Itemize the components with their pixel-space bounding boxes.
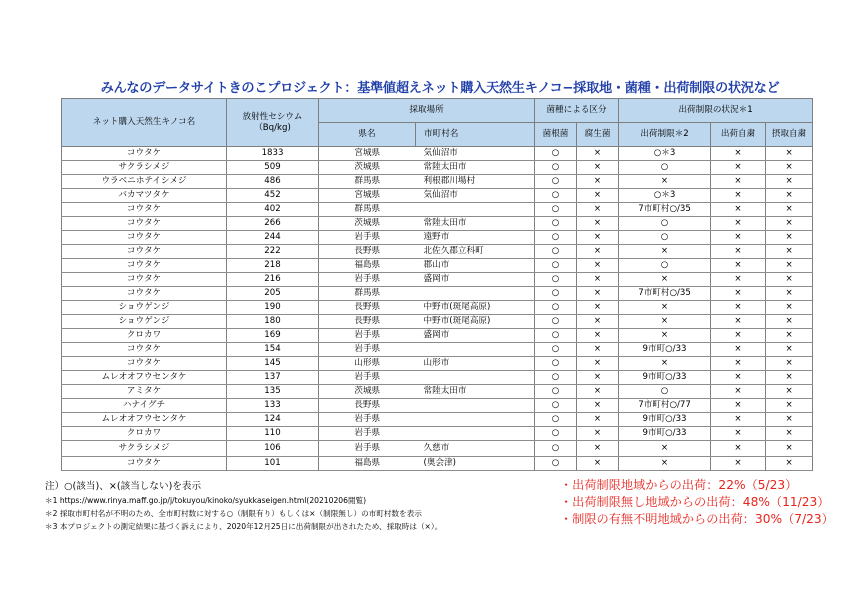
table-row	[62, 245, 813, 259]
table-row	[62, 175, 813, 189]
cell-cesium: 180	[227, 315, 319, 329]
cell-shipping-restriction: ×	[619, 315, 711, 329]
cell-name: コウタケ	[62, 287, 227, 301]
cell-shipping-self-restraint: ×	[711, 399, 766, 413]
cell-shipping-restriction: ×	[619, 441, 711, 457]
cell-shipping-restriction: ○	[619, 217, 711, 231]
cell-saprophytic: ×	[577, 413, 619, 427]
cell-city	[416, 399, 535, 413]
cell-saprophytic: ×	[577, 329, 619, 343]
cell-mycorrhizal: ○	[535, 315, 577, 329]
cell-intake-self-restraint: ×	[766, 175, 813, 189]
cell-mycorrhizal: ○	[535, 189, 577, 203]
cell-city: 盛岡市	[416, 273, 535, 287]
table-row	[62, 203, 813, 217]
note-legend: 注）○(該当)、×(該当しない)を表示	[45, 481, 202, 492]
cell-mycorrhizal: ○	[535, 147, 577, 161]
cell-name: コウタケ	[62, 273, 227, 287]
table-row	[62, 231, 813, 245]
cell-intake-self-restraint: ×	[766, 259, 813, 273]
cell-saprophytic: ×	[577, 371, 619, 385]
header-location: 採取場所	[319, 99, 535, 123]
cell-cesium: 135	[227, 385, 319, 399]
cell-shipping-self-restraint: ×	[711, 147, 766, 161]
cell-prefecture: 岩手県	[319, 343, 416, 357]
table-row	[62, 385, 813, 399]
summary	[560, 477, 834, 528]
cell-shipping-restriction: ○	[619, 161, 711, 175]
header-cesium-line2: （Bq/kg)	[254, 122, 291, 133]
cell-shipping-self-restraint: ×	[711, 203, 766, 217]
cell-shipping-restriction: ×	[619, 301, 711, 315]
cell-name: コウタケ	[62, 217, 227, 231]
header-shipping-self-restraint: 出荷自粛	[711, 123, 766, 147]
cell-mycorrhizal: ○	[535, 427, 577, 441]
cell-name: コウタケ	[62, 357, 227, 371]
table-row	[62, 217, 813, 231]
cell-prefecture: 岩手県	[319, 441, 416, 457]
table-row	[62, 371, 813, 385]
cell-shipping-self-restraint: ×	[711, 315, 766, 329]
cell-cesium: 106	[227, 441, 319, 457]
cell-name: コウタケ	[62, 147, 227, 161]
cell-name: クロカワ	[62, 427, 227, 441]
cell-intake-self-restraint: ×	[766, 315, 813, 329]
cell-cesium: 124	[227, 413, 319, 427]
cell-mycorrhizal: ○	[535, 175, 577, 189]
cell-name: ウラベニホテイシメジ	[62, 175, 227, 189]
cell-shipping-restriction: ×	[619, 273, 711, 287]
cell-shipping-self-restraint: ×	[711, 217, 766, 231]
cell-saprophytic: ×	[577, 385, 619, 399]
cell-saprophytic: ×	[577, 273, 619, 287]
cell-saprophytic: ×	[577, 441, 619, 457]
cell-cesium: 244	[227, 231, 319, 245]
cell-cesium: 222	[227, 245, 319, 259]
cell-shipping-restriction: 9市町○/33	[619, 371, 711, 385]
cell-shipping-restriction: 9市町○/33	[619, 413, 711, 427]
table-row	[62, 161, 813, 175]
cell-city: 常陸太田市	[416, 385, 535, 399]
cell-prefecture: 岩手県	[319, 273, 416, 287]
note-1: ＊1 https://www.rinya.maff.go.jp/j/tokuyou/kinoko/syukkaseigen.html(20210206閲覧)	[45, 496, 367, 505]
cell-intake-self-restraint: ×	[766, 371, 813, 385]
cell-city: 気仙沼市	[416, 147, 535, 161]
cell-intake-self-restraint: ×	[766, 457, 813, 471]
cell-name: ハナイグチ	[62, 399, 227, 413]
cell-saprophytic: ×	[577, 231, 619, 245]
cell-shipping-restriction: ○	[619, 231, 711, 245]
cell-shipping-self-restraint: ×	[711, 259, 766, 273]
cell-shipping-self-restraint: ×	[711, 413, 766, 427]
cell-prefecture: 岩手県	[319, 413, 416, 427]
cell-shipping-self-restraint: ×	[711, 371, 766, 385]
cell-saprophytic: ×	[577, 357, 619, 371]
cell-shipping-self-restraint: ×	[711, 427, 766, 441]
cell-name: ショウゲンジ	[62, 301, 227, 315]
cell-city: 山形市	[416, 357, 535, 371]
cell-city: 常陸太田市	[416, 217, 535, 231]
cell-intake-self-restraint: ×	[766, 273, 813, 287]
cell-shipping-self-restraint: ×	[711, 385, 766, 399]
cell-shipping-restriction: ○	[619, 259, 711, 273]
cell-intake-self-restraint: ×	[766, 343, 813, 357]
page-title: みんなのデータサイトきのこプロジェクト：基準値超えネット購入天然生キノコ−採取地・菌種・出荷制限の状況など	[100, 81, 780, 96]
cell-intake-self-restraint: ×	[766, 189, 813, 203]
cell-shipping-self-restraint: ×	[711, 301, 766, 315]
cell-shipping-self-restraint: ×	[711, 343, 766, 357]
cell-city: 久慈市	[416, 441, 535, 457]
cell-mycorrhizal: ○	[535, 245, 577, 259]
note-3: ＊3 本プロジェクトの測定結果に基づく訴えにより、2020年12月25日に出荷制限が出されたため、採取時は（×）。	[45, 522, 443, 531]
cell-intake-self-restraint: ×	[766, 231, 813, 245]
table-row	[62, 343, 813, 357]
header-restriction-status: 出荷制限の状況＊1	[619, 99, 813, 123]
cell-prefecture: 群馬県	[319, 203, 416, 217]
cell-intake-self-restraint: ×	[766, 399, 813, 413]
cell-name: ムレオオフウセンタケ	[62, 413, 227, 427]
cell-name: コウタケ	[62, 259, 227, 273]
cell-intake-self-restraint: ×	[766, 161, 813, 175]
cell-name: ショウゲンジ	[62, 315, 227, 329]
cell-saprophytic: ×	[577, 245, 619, 259]
cell-cesium: 110	[227, 427, 319, 441]
table-row	[62, 287, 813, 301]
cell-intake-self-restraint: ×	[766, 427, 813, 441]
summary-unrestricted: ・出荷制限無し地域からの出荷：48%（11/23）	[560, 495, 830, 509]
cell-mycorrhizal: ○	[535, 217, 577, 231]
cell-cesium: 1833	[227, 147, 319, 161]
table-body	[62, 147, 813, 471]
notes	[45, 480, 442, 533]
cell-saprophytic: ×	[577, 147, 619, 161]
cell-prefecture: 岩手県	[319, 329, 416, 343]
cell-saprophytic: ×	[577, 399, 619, 413]
cell-intake-self-restraint: ×	[766, 385, 813, 399]
cell-shipping-self-restraint: ×	[711, 189, 766, 203]
cell-mycorrhizal: ○	[535, 441, 577, 457]
cell-saprophytic: ×	[577, 175, 619, 189]
cell-shipping-restriction: ×	[619, 357, 711, 371]
cell-name: コウタケ	[62, 245, 227, 259]
cell-cesium: 402	[227, 203, 319, 217]
cell-cesium: 216	[227, 273, 319, 287]
cell-cesium: 218	[227, 259, 319, 273]
cell-shipping-restriction: ○＊3	[619, 189, 711, 203]
cell-name: クロカワ	[62, 329, 227, 343]
cell-saprophytic: ×	[577, 315, 619, 329]
table-row	[62, 273, 813, 287]
cell-mycorrhizal: ○	[535, 457, 577, 471]
cell-prefecture: 福島県	[319, 259, 416, 273]
cell-city: 常陸太田市	[416, 161, 535, 175]
cell-prefecture: 茨城県	[319, 217, 416, 231]
cell-cesium: 101	[227, 457, 319, 471]
header-shipping-restriction: 出荷制限＊2	[619, 123, 711, 147]
cell-intake-self-restraint: ×	[766, 147, 813, 161]
cell-intake-self-restraint: ×	[766, 287, 813, 301]
header-intake-self-restraint: 摂取自粛	[766, 123, 813, 147]
cell-mycorrhizal: ○	[535, 203, 577, 217]
cell-mycorrhizal: ○	[535, 385, 577, 399]
cell-saprophytic: ×	[577, 287, 619, 301]
cell-city	[416, 413, 535, 427]
cell-city	[416, 287, 535, 301]
cell-prefecture: 山形県	[319, 357, 416, 371]
table-row	[62, 441, 813, 457]
cell-saprophytic: ×	[577, 161, 619, 175]
cell-intake-self-restraint: ×	[766, 441, 813, 457]
cell-shipping-self-restraint: ×	[711, 457, 766, 471]
header-name: ネット購入天然生キノコ名	[62, 99, 227, 147]
cell-shipping-self-restraint: ×	[711, 441, 766, 457]
cell-name: バカマツタケ	[62, 189, 227, 203]
header-city: 市町村名	[416, 123, 535, 147]
cell-intake-self-restraint: ×	[766, 357, 813, 371]
cell-prefecture: 岩手県	[319, 427, 416, 441]
table-row	[62, 329, 813, 343]
cell-intake-self-restraint: ×	[766, 413, 813, 427]
table-row	[62, 301, 813, 315]
cell-mycorrhizal: ○	[535, 273, 577, 287]
header-cesium	[227, 99, 319, 147]
cell-prefecture: 長野県	[319, 399, 416, 413]
table-row	[62, 457, 813, 471]
cell-name: コウタケ	[62, 231, 227, 245]
summary-restricted: ・出荷制限地域からの出荷：22%（5/23）	[560, 478, 798, 492]
cell-prefecture: 長野県	[319, 301, 416, 315]
table-row	[62, 315, 813, 329]
cell-city: 利根郡川場村	[416, 175, 535, 189]
cell-saprophytic: ×	[577, 189, 619, 203]
cell-cesium: 145	[227, 357, 319, 371]
cell-prefecture: 岩手県	[319, 371, 416, 385]
header-saprophytic: 腐生菌	[577, 123, 619, 147]
cell-mycorrhizal: ○	[535, 287, 577, 301]
cell-mycorrhizal: ○	[535, 399, 577, 413]
cell-mycorrhizal: ○	[535, 161, 577, 175]
cell-saprophytic: ×	[577, 203, 619, 217]
cell-intake-self-restraint: ×	[766, 203, 813, 217]
cell-intake-self-restraint: ×	[766, 301, 813, 315]
cell-prefecture: 福島県	[319, 457, 416, 471]
cell-name: コウタケ	[62, 343, 227, 357]
cell-city: 遠野市	[416, 231, 535, 245]
summary-unknown: ・制限の有無不明地域からの出荷：30%（7/23）	[560, 512, 834, 526]
cell-city: 気仙沼市	[416, 189, 535, 203]
cell-city	[416, 203, 535, 217]
cell-shipping-self-restraint: ×	[711, 245, 766, 259]
cell-cesium: 154	[227, 343, 319, 357]
cell-shipping-restriction: ×	[619, 329, 711, 343]
cell-shipping-restriction: ×	[619, 245, 711, 259]
cell-city: (奥会津)	[416, 457, 535, 471]
table-row	[62, 259, 813, 273]
cell-cesium: 452	[227, 189, 319, 203]
cell-shipping-self-restraint: ×	[711, 161, 766, 175]
cell-mycorrhizal: ○	[535, 329, 577, 343]
cell-saprophytic: ×	[577, 301, 619, 315]
cell-shipping-restriction: 7市町村○/77	[619, 399, 711, 413]
note-2: ＊2 採取市町村名が不明のため、全市町村数に対する○（制限有り）もしくは×（制限無し）の市町村数を表示	[45, 509, 422, 518]
cell-saprophytic: ×	[577, 259, 619, 273]
header-fungus-type: 菌種による区分	[535, 99, 619, 123]
cell-shipping-restriction: 7市町村○/35	[619, 203, 711, 217]
cell-cesium: 169	[227, 329, 319, 343]
cell-prefecture: 茨城県	[319, 161, 416, 175]
cell-prefecture: 群馬県	[319, 175, 416, 189]
cell-prefecture: 長野県	[319, 245, 416, 259]
cell-name: コウタケ	[62, 203, 227, 217]
cell-name: ムレオオフウセンタケ	[62, 371, 227, 385]
cell-shipping-restriction: ×	[619, 175, 711, 189]
cell-city	[416, 427, 535, 441]
cell-shipping-restriction: ○	[619, 385, 711, 399]
table-row	[62, 427, 813, 441]
cell-intake-self-restraint: ×	[766, 217, 813, 231]
cell-prefecture: 群馬県	[319, 287, 416, 301]
table-row	[62, 147, 813, 161]
cell-intake-self-restraint: ×	[766, 329, 813, 343]
table-row	[62, 357, 813, 371]
cell-cesium: 205	[227, 287, 319, 301]
cell-shipping-restriction: 7市町村○/35	[619, 287, 711, 301]
cell-mycorrhizal: ○	[535, 259, 577, 273]
cell-city: 盛岡市	[416, 329, 535, 343]
cell-name: サクラシメジ	[62, 441, 227, 457]
cell-mycorrhizal: ○	[535, 413, 577, 427]
cell-cesium: 190	[227, 301, 319, 315]
cell-shipping-restriction: ×	[619, 457, 711, 471]
table-row	[62, 399, 813, 413]
cell-shipping-restriction: 9市町○/33	[619, 343, 711, 357]
cell-shipping-self-restraint: ×	[711, 231, 766, 245]
cell-name: コウタケ	[62, 457, 227, 471]
cell-prefecture: 茨城県	[319, 385, 416, 399]
cell-shipping-restriction: ○＊3	[619, 147, 711, 161]
cell-shipping-self-restraint: ×	[711, 357, 766, 371]
cell-prefecture: 長野県	[319, 315, 416, 329]
cell-shipping-self-restraint: ×	[711, 273, 766, 287]
cell-city	[416, 371, 535, 385]
cell-cesium: 266	[227, 217, 319, 231]
cell-prefecture: 宮城県	[319, 147, 416, 161]
cell-saprophytic: ×	[577, 217, 619, 231]
cell-mycorrhizal: ○	[535, 343, 577, 357]
cell-city: 郡山市	[416, 259, 535, 273]
cell-prefecture: 岩手県	[319, 231, 416, 245]
cell-intake-self-restraint: ×	[766, 245, 813, 259]
cell-cesium: 137	[227, 371, 319, 385]
cell-cesium: 486	[227, 175, 319, 189]
cell-city: 中野市(斑尾高原)	[416, 301, 535, 315]
cell-prefecture: 宮城県	[319, 189, 416, 203]
header-mycorrhizal: 菌根菌	[535, 123, 577, 147]
cell-cesium: 509	[227, 161, 319, 175]
cell-mycorrhizal: ○	[535, 371, 577, 385]
cell-shipping-self-restraint: ×	[711, 287, 766, 301]
cell-shipping-self-restraint: ×	[711, 175, 766, 189]
cell-city: 北佐久郡立科町	[416, 245, 535, 259]
cell-cesium: 133	[227, 399, 319, 413]
cell-saprophytic: ×	[577, 457, 619, 471]
mushroom-table	[61, 98, 813, 471]
cell-shipping-restriction: 9市町○/33	[619, 427, 711, 441]
header-cesium-line1: 放射性セシウム	[242, 111, 303, 122]
cell-saprophytic: ×	[577, 427, 619, 441]
cell-name: アミタケ	[62, 385, 227, 399]
cell-name: サクラシメジ	[62, 161, 227, 175]
table-row	[62, 189, 813, 203]
table-row	[62, 413, 813, 427]
cell-shipping-self-restraint: ×	[711, 329, 766, 343]
cell-mycorrhizal: ○	[535, 231, 577, 245]
cell-city: 中野市(斑尾高原)	[416, 315, 535, 329]
cell-city	[416, 343, 535, 357]
cell-mycorrhizal: ○	[535, 357, 577, 371]
cell-mycorrhizal: ○	[535, 301, 577, 315]
header-prefecture: 県名	[319, 123, 416, 147]
cell-saprophytic: ×	[577, 343, 619, 357]
